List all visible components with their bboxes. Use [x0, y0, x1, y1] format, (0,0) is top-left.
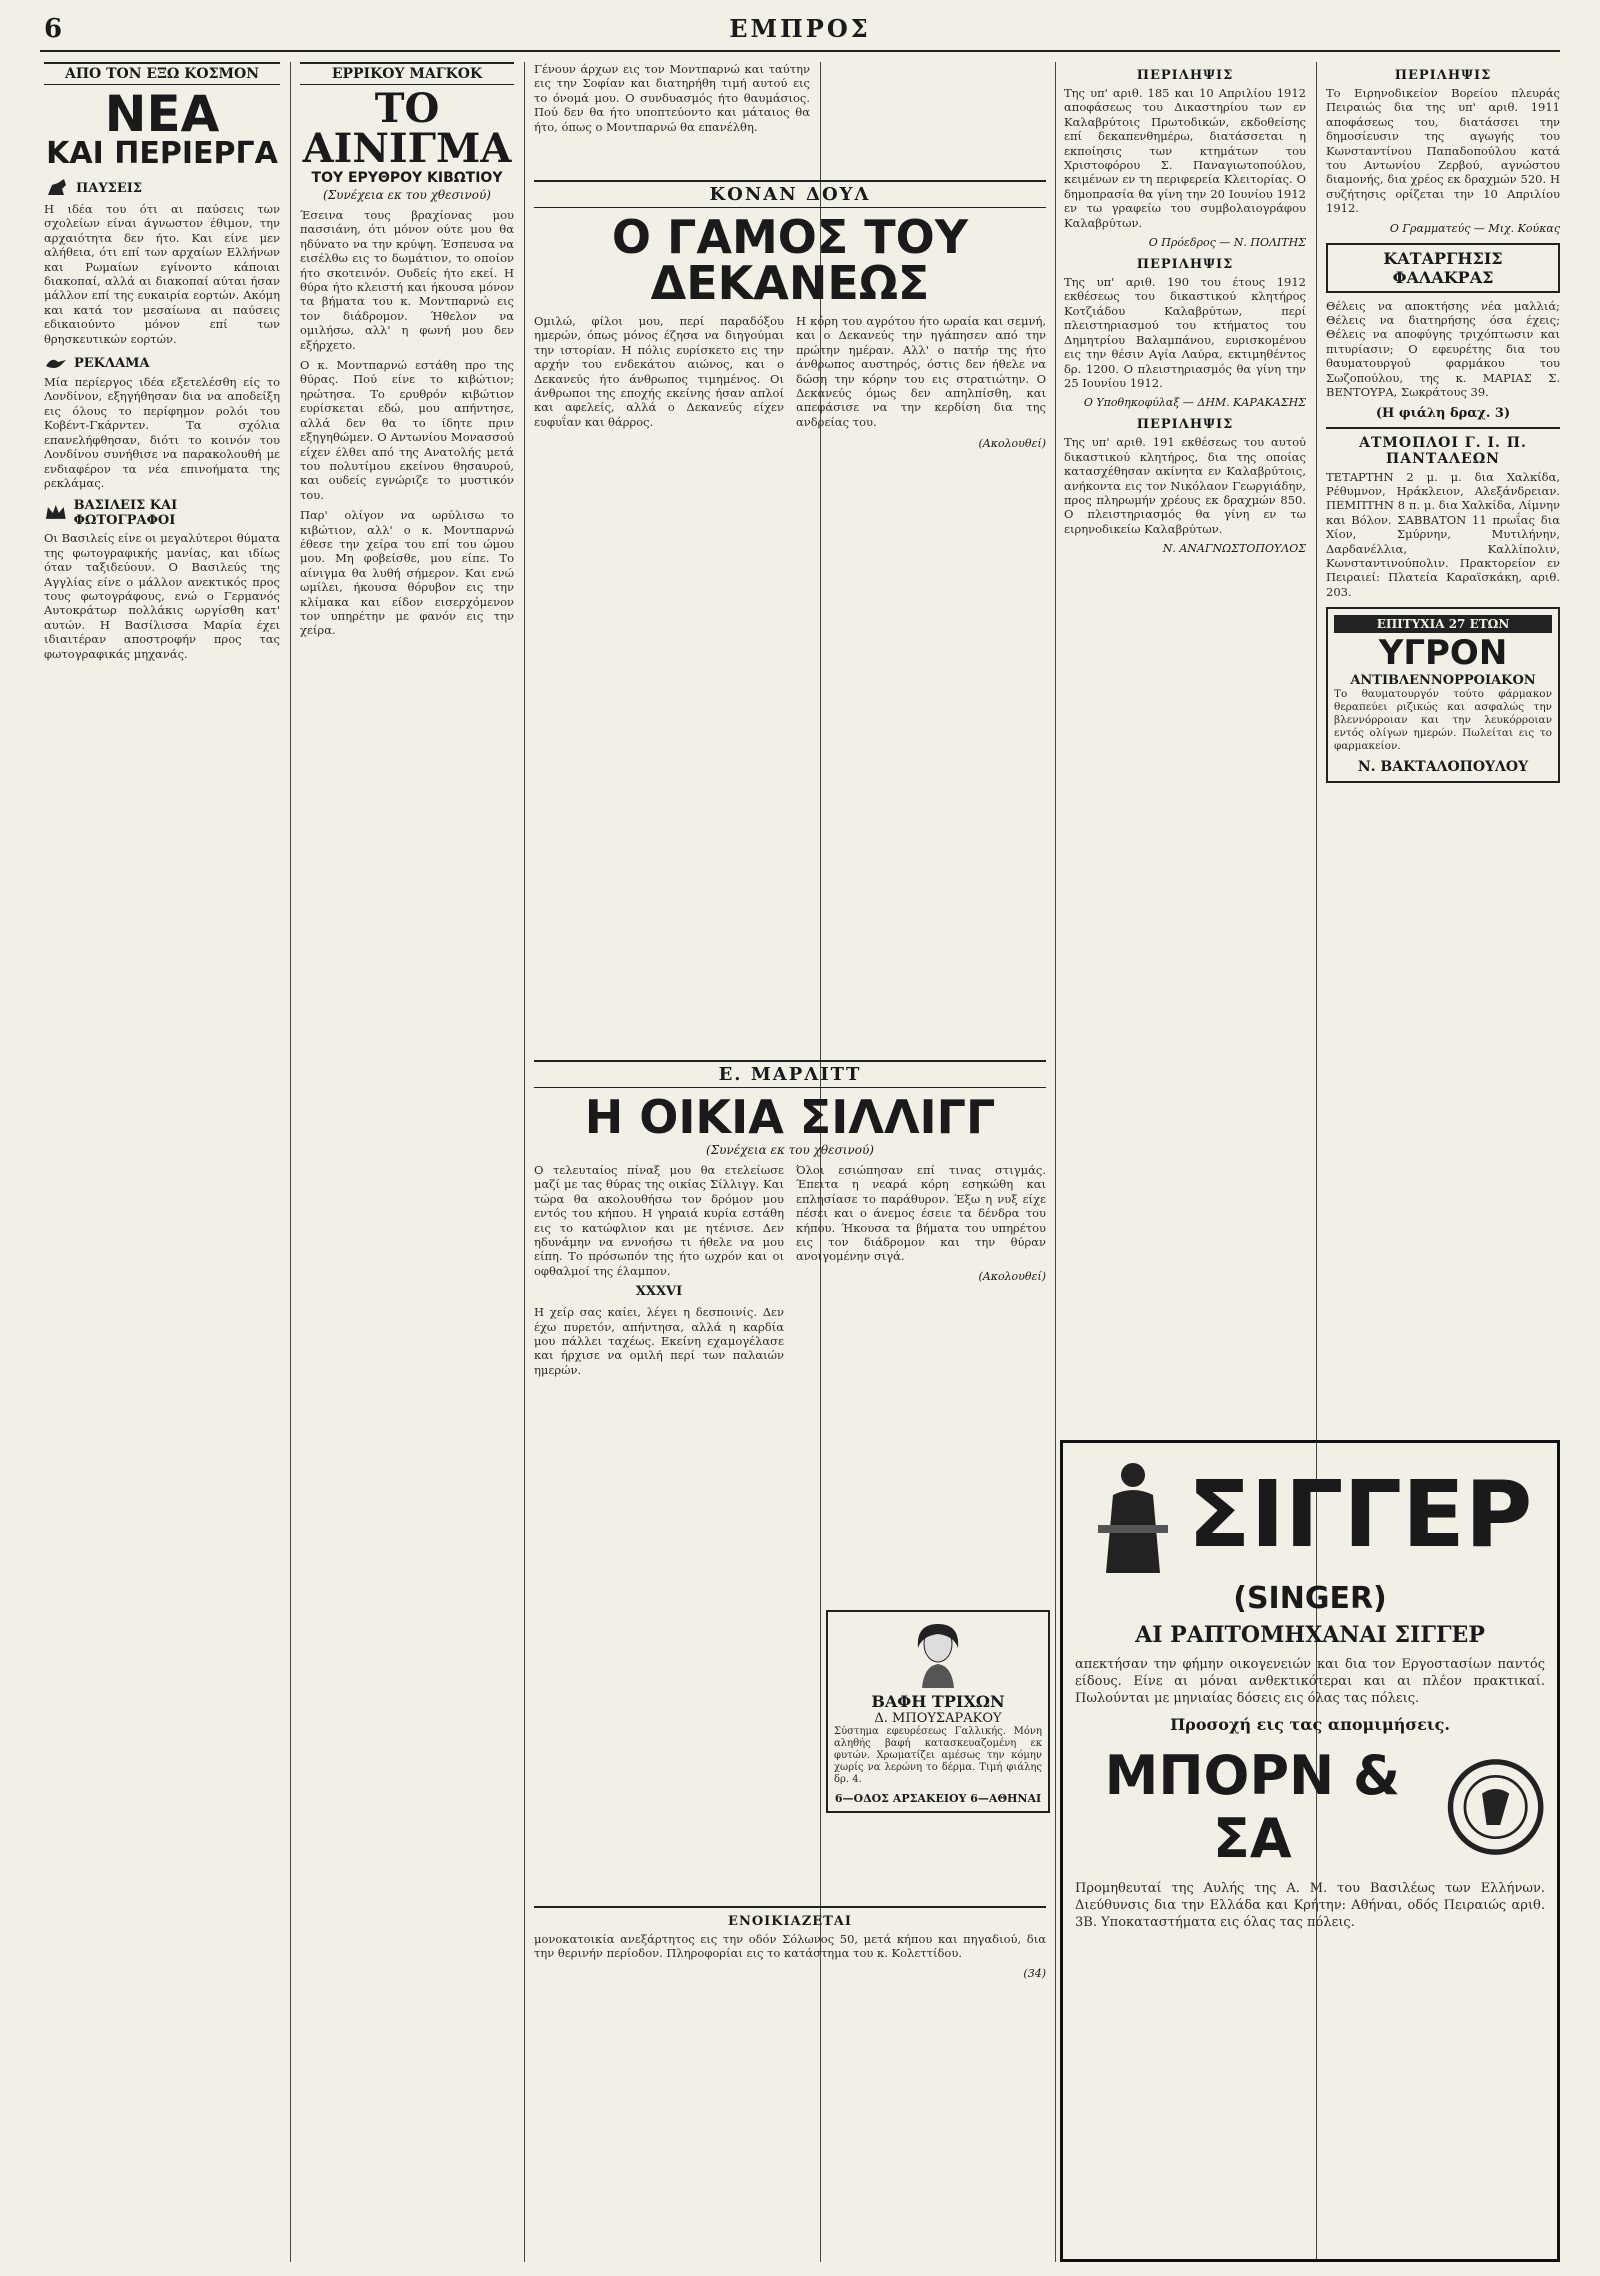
- story-title: Η ΟΙΚΙΑ ΣΙΛΛΙΓΓ: [584, 1090, 996, 1144]
- notice-text: μονοκατοικία ανεξάρτητος εις την οδόν Σόλωνος 50, μετά κήπου και πηγαδιού, δια την θερινήν περίοδον. Πληροφορίαι εις το κατάστημα του κ. Κολεττίδου.: [534, 1932, 1046, 1961]
- notice-tail: (34): [1023, 1966, 1046, 1980]
- crown-icon: [44, 503, 68, 523]
- story-author: ΚΟΝΑΝ ΔΟΥΛ: [534, 180, 1046, 208]
- seamstress-icon: [1088, 1455, 1178, 1575]
- serial-continued: (Συνέχεια εκ του χθεσινού): [323, 188, 491, 202]
- newspaper-title: ΕΜΠΡΟΣ: [729, 14, 871, 43]
- ad-baldness-title: ΚΑΤΑΡΓΗΣΙΣ ΦΑΛΑΚΡΑΣ: [1326, 243, 1560, 293]
- singer-subtitle: ΑΙ ΡΑΠΤΟΜΗΧΑΝΑΙ ΣΙΓΓΕΡ: [1135, 1622, 1485, 1648]
- story-continues: (Ακολουθεί): [978, 437, 1046, 451]
- notice-title: ΕΝΟΙΚΙΑΖΕΤΑΙ: [728, 1914, 852, 1929]
- notice-title: ΠΕΡΙΛΗΨΙΣ: [1394, 68, 1492, 83]
- ad-price: (Η φιάλη δραχ. 3): [1375, 405, 1511, 421]
- rubric-advertising: [44, 354, 280, 372]
- ad-text: Θέλεις να αποκτήσης νέα μαλλιά; Θέλεις να διατηρήσης όσα έχεις; Θέλεις να αποφύγης τριχόπτωσιν και πιτυρίασιν; Ο εφευρέτης δια του θαυματουργού φαρμάκου του Σωζοπούλου, της κ. ΜΑΡΙΑΣ Σ. ΒΕΝΤΟΥΡΑ, Σωκράτους 39.: [1326, 298, 1560, 400]
- divider: [534, 1906, 1046, 1908]
- agent-text: Προμηθευταί της Αυλής της Α. Μ. του Βασιλέως των Ελλήνων. Διεύθυνσις δια την Ελλάδα και Κρήτην: Αθήναι, οδός Πειραιώς αριθ. 3Β. Υποκαταστήματα εις όλας τας πόλεις.: [1075, 1881, 1545, 1930]
- story-marlitt: [534, 1060, 1046, 1383]
- divider: [1326, 427, 1560, 429]
- column-rule: [524, 62, 525, 2262]
- notice-text: Της υπ' αριθ. 185 και 10 Απριλίου 1912 αποφάσεως του Δικαστηρίου των εν Καλαβρύτοις Πρωτοδικών, εκδοθείσης επί δεκαπενθημέρω, διατάσσεται η εκποίησις των κτημάτων του Χριστοφόρου Σ. Παναγιωτοπούλου, κειμένων εν τη περιφερεία Κλειτορίας. Ο δημοπρασία θα γίνη την 20 Ιουνίου 1912 εν τω γραφείω του συμβολαιογράφου Καλαβρύτων.: [1064, 86, 1306, 230]
- column-rule: [290, 62, 291, 2262]
- ad-text: Σύστημα εφευρέσεως Γαλλικής. Μόνη αληθής βαφή κατασκευαζομένη εκ φυτών. Χρωματίζει αμέσως την κόμην χωρίς να λερώνη το δέρμα. Τιμή φιάλης δρ. 4.: [834, 1726, 1042, 1785]
- story-continues: (Ακολουθεί): [978, 1269, 1046, 1283]
- notice-title: ΠΕΡΙΛΗΨΙΣ: [1136, 257, 1234, 273]
- story-columns: [534, 314, 1046, 435]
- story-continued: (Συνέχεια εκ του χθεσινού): [706, 1143, 874, 1157]
- story-columns: [534, 1163, 1046, 1383]
- ad-hair-dye: [820, 1610, 1056, 1813]
- ad-product-type: ΑΝΤΙΒΛΕΝΝΟΡΡΟΙΑΚΟΝ: [1350, 673, 1536, 689]
- serial-subtitle: ΤΟΥ ΕΡΥΘΡΟΥ ΚΙΒΩΤΙΟΥ: [311, 170, 503, 186]
- column-serial-enigma: [300, 62, 514, 2262]
- rubric-kings: [44, 498, 280, 528]
- ad-box: [826, 1610, 1050, 1813]
- ad-product: ΥΓΡΟΝ: [1378, 633, 1508, 674]
- serial-title: ΤΟ ΑΙΝΙΓΜΑ: [302, 85, 512, 172]
- notice-signature: Ο Πρόεδρος — Ν. ΠΟΛΙΤΗΣ: [1148, 236, 1306, 250]
- ad-pharmacy: Ν. ΒΑΚΤΑΛΟΠΟΥΛΟΥ: [1357, 759, 1529, 776]
- notice-text: Της υπ' αριθ. 191 εκθέσεως του αυτού δικαστικού κλητήρος, δια της οποίας κατασχέθησαν ακίνητα εν Καλαβρύτοις, ανήκοντα εις τον Νικόλαον Γεωργιάδην, προς πληρωμήν χρέους εκ δραχμών 850. Ο πλειστηριασμός θα γίνη εν τω ειρηνοδικείω Καλαβρύτων.: [1064, 435, 1306, 536]
- serial-text: Έσεινα τους βραχίονας μου πασσιάνη, ότι μόνον ούτε μου θα ηδύνατο να την κρύψη. Έσπευσα να εισέλθω εις το δωμάτιον, το οποίον ήτο σκοτεινόν. Ουδείς ήτο εκεί. Η θύρα ήτο κλειστή και ήκουσα μόνον τα βήματα του κ. Μοντπαρνώ εις τον διάδρομον. Ήθελον να ομιλήσω, αλλ' η φωνή μου δεν εξήρχετο.: [300, 208, 514, 352]
- masthead: [40, 10, 1560, 52]
- ad-remedy: [1326, 607, 1560, 783]
- ad-singer: [1060, 1440, 1560, 2262]
- serial-text: Ο κ. Μοντπαρνώ εστάθη προ της θύρας. Πού είνε το κιβώτιον; ηρώτησα. Το ερυθρόν κιβώτιον ευρίσκεται εδώ, μου απήντησε, αλλά δεν θα το ίδητε πριν εξηγηθώμεν. Ο Αντωνίου Μονασσού είχεν έλθει από της Ανατολής μετά του πολυτίμου εκείνου θησαυρού, και ουδείς εγνώριζε το μυστικόν του.: [300, 358, 514, 502]
- notice-title: ΠΕΡΙΛΗΨΙΣ: [1136, 417, 1234, 433]
- woman-portrait-icon: [908, 1618, 968, 1688]
- story-text: Ο τελευταίος πίναξ μου θα ετελείωσε μαζί με τας θύρας της οικίας Σίλλιγγ. Και τώρα θα ακολουθήσω τον δρόμον μου εντός του κήπου. Η γηραιά κυρία εστάθη εις το κατώφλιον και με ητένισε. Δεν ηδυνάμην να εννοήσω τι ήθελε να μου είπη. Το πρόσωπόν της ήτο ωχρόν και οι οφθαλμοί της έλαμπον.: [534, 1163, 784, 1278]
- notice-signature: Ο Γραμματεύς — Μιχ. Κούκας: [1389, 221, 1560, 235]
- singer-agent-row: [1075, 1744, 1545, 1870]
- story-column-left: [534, 1163, 784, 1383]
- notice-signature: Ν. ΑΝΑΓΝΩΣΤΟΠΟΥΛΟΣ: [1162, 542, 1306, 556]
- ad-text: ΤΕΤΑΡΤΗΝ 2 μ. μ. δια Χαλκίδα, Ρέθυμνον, Ηράκλειον, Αλεξάνδρειαν. ΠΕΜΠΤΗΝ 8 π. μ. δια Χαλκίδα, Λίμνην και Βόλον. ΣΑΒΒΑΤΟΝ 11 πρωΐας δια Χίον, Σμύρνην, Μυτιλήνην, Δαρδανέλλια, Καλλίπολιν, Κωνσταντινούπολιν. Πρακτορείον εν Πειραιεί: Πλατεία Καραϊσκάκη, αριθ. 203.: [1326, 469, 1560, 599]
- story-text: Ομιλώ, φίλοι μου, περί παραδόξου ημερών, όπως μόνος έζησα να διηγούμαι την ιστορίαν. Η πόλις ευρίσκετο εις την αρχήν του ενδεκάτου αιώνος, και ο Δεκανεύς ήτο άνθρωπος τιμημένος. Οι άνθρωποι της εποχής εκείνης ήσαν απλοί και αφελείς, αλλά ο Δεκανεύς είχεν ευφυΐαν και θάρρος.: [534, 314, 784, 429]
- notice-rent: [534, 1900, 1046, 1988]
- singer-logo-icon: [1446, 1752, 1545, 1862]
- ad-title: ΒΑΦΗ ΤΡΙΧΩΝ: [871, 1692, 1005, 1711]
- rubric-title: ΠΑΥΣΕΙΣ: [76, 180, 143, 196]
- section-subtitle: ΚΑΙ ΠΕΡΙΕΡΓΑ: [46, 136, 278, 171]
- singer-warning: Προσοχή εις τας απομιμήσεις.: [1170, 1715, 1450, 1734]
- page-number: 6: [44, 14, 63, 44]
- story-text: Η κόρη του αγρότου ήτο ωραία και σεμνή, και ο Δεκανεύς την ηγάπησεν από την πρώτην ημέραν. Αλλ' ο πατήρ της ήτο άνθρωπος αυστηρός, όστις δεν ήθελε να δώση την κόρην του εις στρατιώτην. Ο Δεκανεύς όμως δεν απηλπίσθη, και απεφάσισε να την κερδίση δια της ανδρείας του.: [796, 314, 1046, 429]
- story-column-right: [796, 1163, 1046, 1383]
- notice-text: Της υπ' αριθ. 190 του έτους 1912 εκθέσεως του δικαστικού κλητήρος Κοτζιάδου Καλαβρύτων, περί πλειστηριασμού του κτήματος του Δημητρίου Βαλαμπάνου, ευρισκομένου εις την θέσιν Αγία Λαύρα, εκτιμηθέντος δρ. 1200. Ο πλειστηριασμός θα γίνη την 25 Ιουνίου 1912.: [1064, 275, 1306, 390]
- ad-shipping-title: ΑΤΜΟΠΛΟΙ Γ. Ι. Π. ΠΑΝΤΑΛΕΩΝ: [1359, 434, 1527, 467]
- singer-header: [1075, 1455, 1545, 1575]
- section-title: ΝΕΑ: [104, 85, 220, 143]
- rubric-title: ΡΕΚΛΑΜΑ: [74, 355, 150, 371]
- ad-maker: Δ. ΜΠΟΥΣΑΡΑΚΟΥ: [874, 1711, 1002, 1726]
- story-conan-doyle: [534, 180, 1046, 458]
- story-text: Όλοι εσιώπησαν επί τινας στιγμάς. Έπειτα η νεαρά κόρη εσηκώθη και επλησίασε το παράθυρον. Έξω η νυξ είχε πέσει και ο άνεμος έσειε τα δένδρα του κήπου. Ήκουσα τα βήματα του υπηρέτου εις τον διάδρομον και την θύραν ανοιγομένην σιγά.: [796, 1163, 1046, 1264]
- story-text: Η χείρ σας καίει, λέγει η δεσποινίς. Δεν έχω πυρετόν, απήντησα, αλλά η καρδία μου πάλλει ταχέως. Εκείνη εχαμογέλασε και ήρχισε να ομιλή περί των παλαιών ημερών.: [534, 1305, 784, 1377]
- rooster-icon: [44, 177, 70, 199]
- story-author: Ε. ΜΑΡΛΙΤΤ: [534, 1060, 1046, 1088]
- singer-text: απεκτήσαν την φήμην οικογενειών και δια τον Εργοστασίων παντός είδους. Είνε αι μόναι ανθεκτικότεραι και αι πλέον πρακτικαί. Πωλούνται με μηνιαίας δόσεις εις όλας τας πόλεις.: [1075, 1657, 1545, 1706]
- section-kicker: ΑΠΟ ΤΟΝ ΕΞΩ ΚΟΣΜΟΝ: [44, 62, 280, 85]
- agent-name: ΜΠΟΡΝ & ΣΑ: [1104, 1744, 1401, 1870]
- ad-address: 6—ΟΔΟΣ ΑΡΣΑΚΕΙΟΥ 6—ΑΘΗΝΑΙ: [834, 1792, 1042, 1805]
- article-text: Μία περίεργος ιδέα εξετελέσθη είς το Λονδίνον, εξηγήθησαν δια να αποδείξη εις όλους το περίφημον ρολόι του Κοβέντ-Γκάρντεν. Τα σχόλια επανελήφθησαν, διότι το κοινόν του Λονδίνου συνήθισε να παρακολουθή με ενδιαφέρον τα νέα επινοήματα της ρεκλάμας.: [44, 375, 280, 490]
- notice-signature: Ο Υποθηκοφύλαξ — ΔΗΜ. ΚΑΡΑΚΑΣΗΣ: [1083, 396, 1306, 410]
- chapter-number: XXXVI: [635, 1284, 683, 1300]
- ad-text: Το θαυματουργόν τούτο φάρμακον θεραπεύει ριζικώς και ασφαλώς την βλεννόρροιαν και την λευκόρροιαν εντός ολίγων ημερών. Πωλείται εις το φαρμακείον.: [1334, 688, 1552, 753]
- rubric-pauses: [44, 177, 280, 199]
- notice-text: Το Ειρηνοδικείον Βορείου πλευράς Πειραιώς δια της υπ' αριθ. 1911 αποφάσεως του, διατάσσει την δημοσίευσιν της αγωγής του Κωνσταντίνου Παπαδοπούλου κατά του Αντωνίου Ζερβού, αγνώστου διαμονής, δια χρέος εκ δραχμών 520. Η συζήτησις ορίζεται την 10 Απριλίου 1912.: [1326, 86, 1560, 216]
- ad-slogan: ΕΠΙΤΥΧΙΑ 27 ΕΤΩΝ: [1334, 615, 1552, 633]
- serial-text: Παρ' ολίγον να ωρύλισω το κιβώτιον, αλλ' ο κ. Μοντπαρνώ έθεσε την χείρα του επί του ώμου μου. Μη φοβείσθε, μου είπε. Το αίνιγμα θα λυθή σήμερον. Και ενώ ωμίλει, ήκουσα θόρυβον εις την κλίμακα και είδον εισερχόμενον τον υπηρέτην με φανόν εις την χείρα.: [300, 508, 514, 638]
- column-news: [44, 62, 280, 2262]
- singer-brand: ΣΙΓΓΕΡ: [1187, 1461, 1533, 1568]
- article-text: Οι Βασιλείς είνε οι μεγαλύτεροι θύματα της φωτογραφικής μανίας, και ιδίως όταν ταξιδεύουν. Ο Βασιλεύς της Αγγλίας είνε ο μάλλον ανεκτικός προς τους φωτογράφους, ενώ ο Γερμανός Αυτοκράτωρ πολλάκις ωργίσθη κατ' αυτών. Η Βασίλισσα Μαρία έχει ιδιαιτέραν αποστροφήν προς τας φωτογραφικάς μηχανάς.: [44, 531, 280, 661]
- story-title: Ο ΓΑΜΟΣ ΤΟΥ ΔΕΚΑΝΕΩΣ: [611, 210, 969, 310]
- column-rule: [1055, 62, 1056, 2262]
- notice-title: ΠΕΡΙΛΗΨΙΣ: [1136, 68, 1234, 83]
- article-text: Γένουν άρχων εις τον Μοντπαρνώ και ταύτην εις την Σοφίαν και διατηρήθη τιμή αυτού εις το όνομά μου. Ο συνδυασμός ήτο θαυμάσιος. Πού δεν θα ήτο υποπτεύοντο και μάταιος θα ήτο, όπως ο Μοντπαρνώ θα επανέλθη.: [534, 62, 810, 134]
- rubric-title: ΒΑΣΙΛΕΙΣ ΚΑΙ ΦΩΤΟΓΡΑΦΟΙ: [73, 498, 178, 529]
- article-text: Η ιδέα του ότι αι παύσεις των σχολείων είναι άγνωστον έθιμον, την αρχαιότητα δεν ήτο. Και είνε μεν αλήθεια, ότι επί των αρχαίων Ελλήνων και Ρωμαίων εγίνοντο κάποιαι διακοπαί, αλλά αι διακοπαί αύται ήσαν μάλλον επί της ευκαιρία εορτών. Ακόμη και κατά τον μεσαίωνα αι παύσεις εδικαιούντο μόνον επί των θρησκευτικών εορτών.: [44, 202, 280, 346]
- singer-latin-name: (SINGER): [1233, 1581, 1387, 1616]
- column-ads: [1326, 62, 1560, 1432]
- serial-author: ΕΡΡΙΚΟΥ ΜΑΓΚΟΚ: [300, 62, 514, 85]
- bird-icon: [44, 354, 68, 372]
